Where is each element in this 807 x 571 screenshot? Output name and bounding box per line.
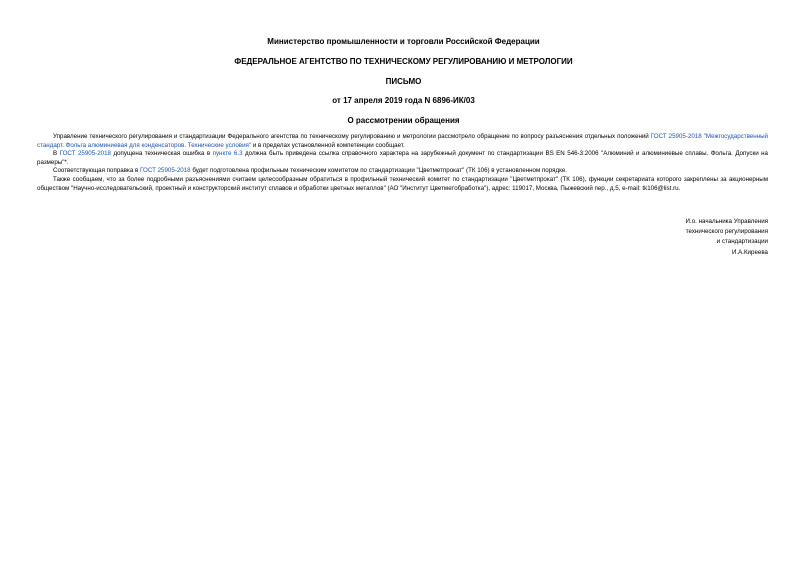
paragraph-2-text-3: должна быть приведена ссылка справочного характера на зарубежный документ по стандартизации BS EN 546-3:2006 "Алюминий и алюминиевые сплавы. Фольга. Допуски на размеры"*. bbox=[37, 150, 768, 166]
document-type: ПИСЬМО bbox=[385, 77, 422, 86]
signature-position-line-1: И.о. начальника Управления bbox=[685, 218, 768, 225]
paragraph-4-text-1: Также сообщаем, что за более подробными разъяснениями считаем целесообразным обратиться в профильный технический комитет по стандартизации "Цветметпрокат" (ТК 106), функции секретариата которого закреплены за акционерным обществом "Научно-исследовательский, проектный и конструкторский институт сплавов и обработки цветных металлов" (АО "Институт Цветметобработка"), адрес: 119017, Москва, Пыжевский пер., д.5, e-mail: tk106@list.ru. bbox=[37, 175, 768, 192]
clause-6-3-link[interactable]: пункте 6.3 bbox=[212, 150, 243, 158]
document-date-number: от 17 апреля 2019 года N 6896-ИК/03 bbox=[332, 96, 475, 105]
signature-position-line-2: технического регулирования bbox=[685, 228, 768, 236]
paragraph-1-text-1: Управление технического регулирования и стандартизации Федерального агентства по техническому регулированию и метрологии рассмотрело обращение по вопросу разъяснения отдельных положений bbox=[53, 133, 651, 140]
ministry-heading: Министерство промышленности и торговли Российской Федерации bbox=[267, 37, 540, 46]
paragraph-2-text-1: В bbox=[53, 150, 60, 158]
paragraph-3-text-1: Соответствующая поправка в bbox=[53, 167, 141, 175]
signatory-name: И.А.Киреева bbox=[731, 248, 768, 256]
paragraph-2 bbox=[37, 150, 768, 167]
paragraph-3 bbox=[37, 167, 768, 176]
paragraph-4 bbox=[37, 176, 768, 193]
gost-25905-2018-link[interactable]: ГОСТ 25905-2018 bbox=[59, 150, 111, 158]
signature-position-line-3: и стандартизации bbox=[716, 238, 768, 246]
gost-25905-2018-link[interactable]: ГОСТ 25905-2018 bbox=[140, 167, 191, 175]
agency-heading: ФЕДЕРАЛЬНОЕ АГЕНТСТВО ПО ТЕХНИЧЕСКОМУ РЕГУЛИРОВАНИЮ И МЕТРОЛОГИИ bbox=[234, 57, 573, 66]
letter-body bbox=[37, 133, 768, 193]
paragraph-1 bbox=[37, 133, 768, 150]
signature-block bbox=[568, 217, 768, 258]
paragraph-3-text-2: будет подготовлена профильным техническим комитетом по стандартизации "Цветметпрокат" (ТК 106) в установленном порядке. bbox=[190, 167, 567, 175]
paragraph-2-text-2: допущена техническая ошибка в bbox=[110, 150, 213, 158]
gost-25905-2018-title-link[interactable]: ГОСТ 25905-2018 "Межгосударственный стандарт. Фольга алюминиевая для конденсаторов. Технические условия" bbox=[37, 133, 768, 149]
paragraph-1-text-2: и в пределах установленной компетенции сообщает. bbox=[251, 141, 405, 149]
document-subject: О рассмотрении обращения bbox=[347, 116, 460, 125]
